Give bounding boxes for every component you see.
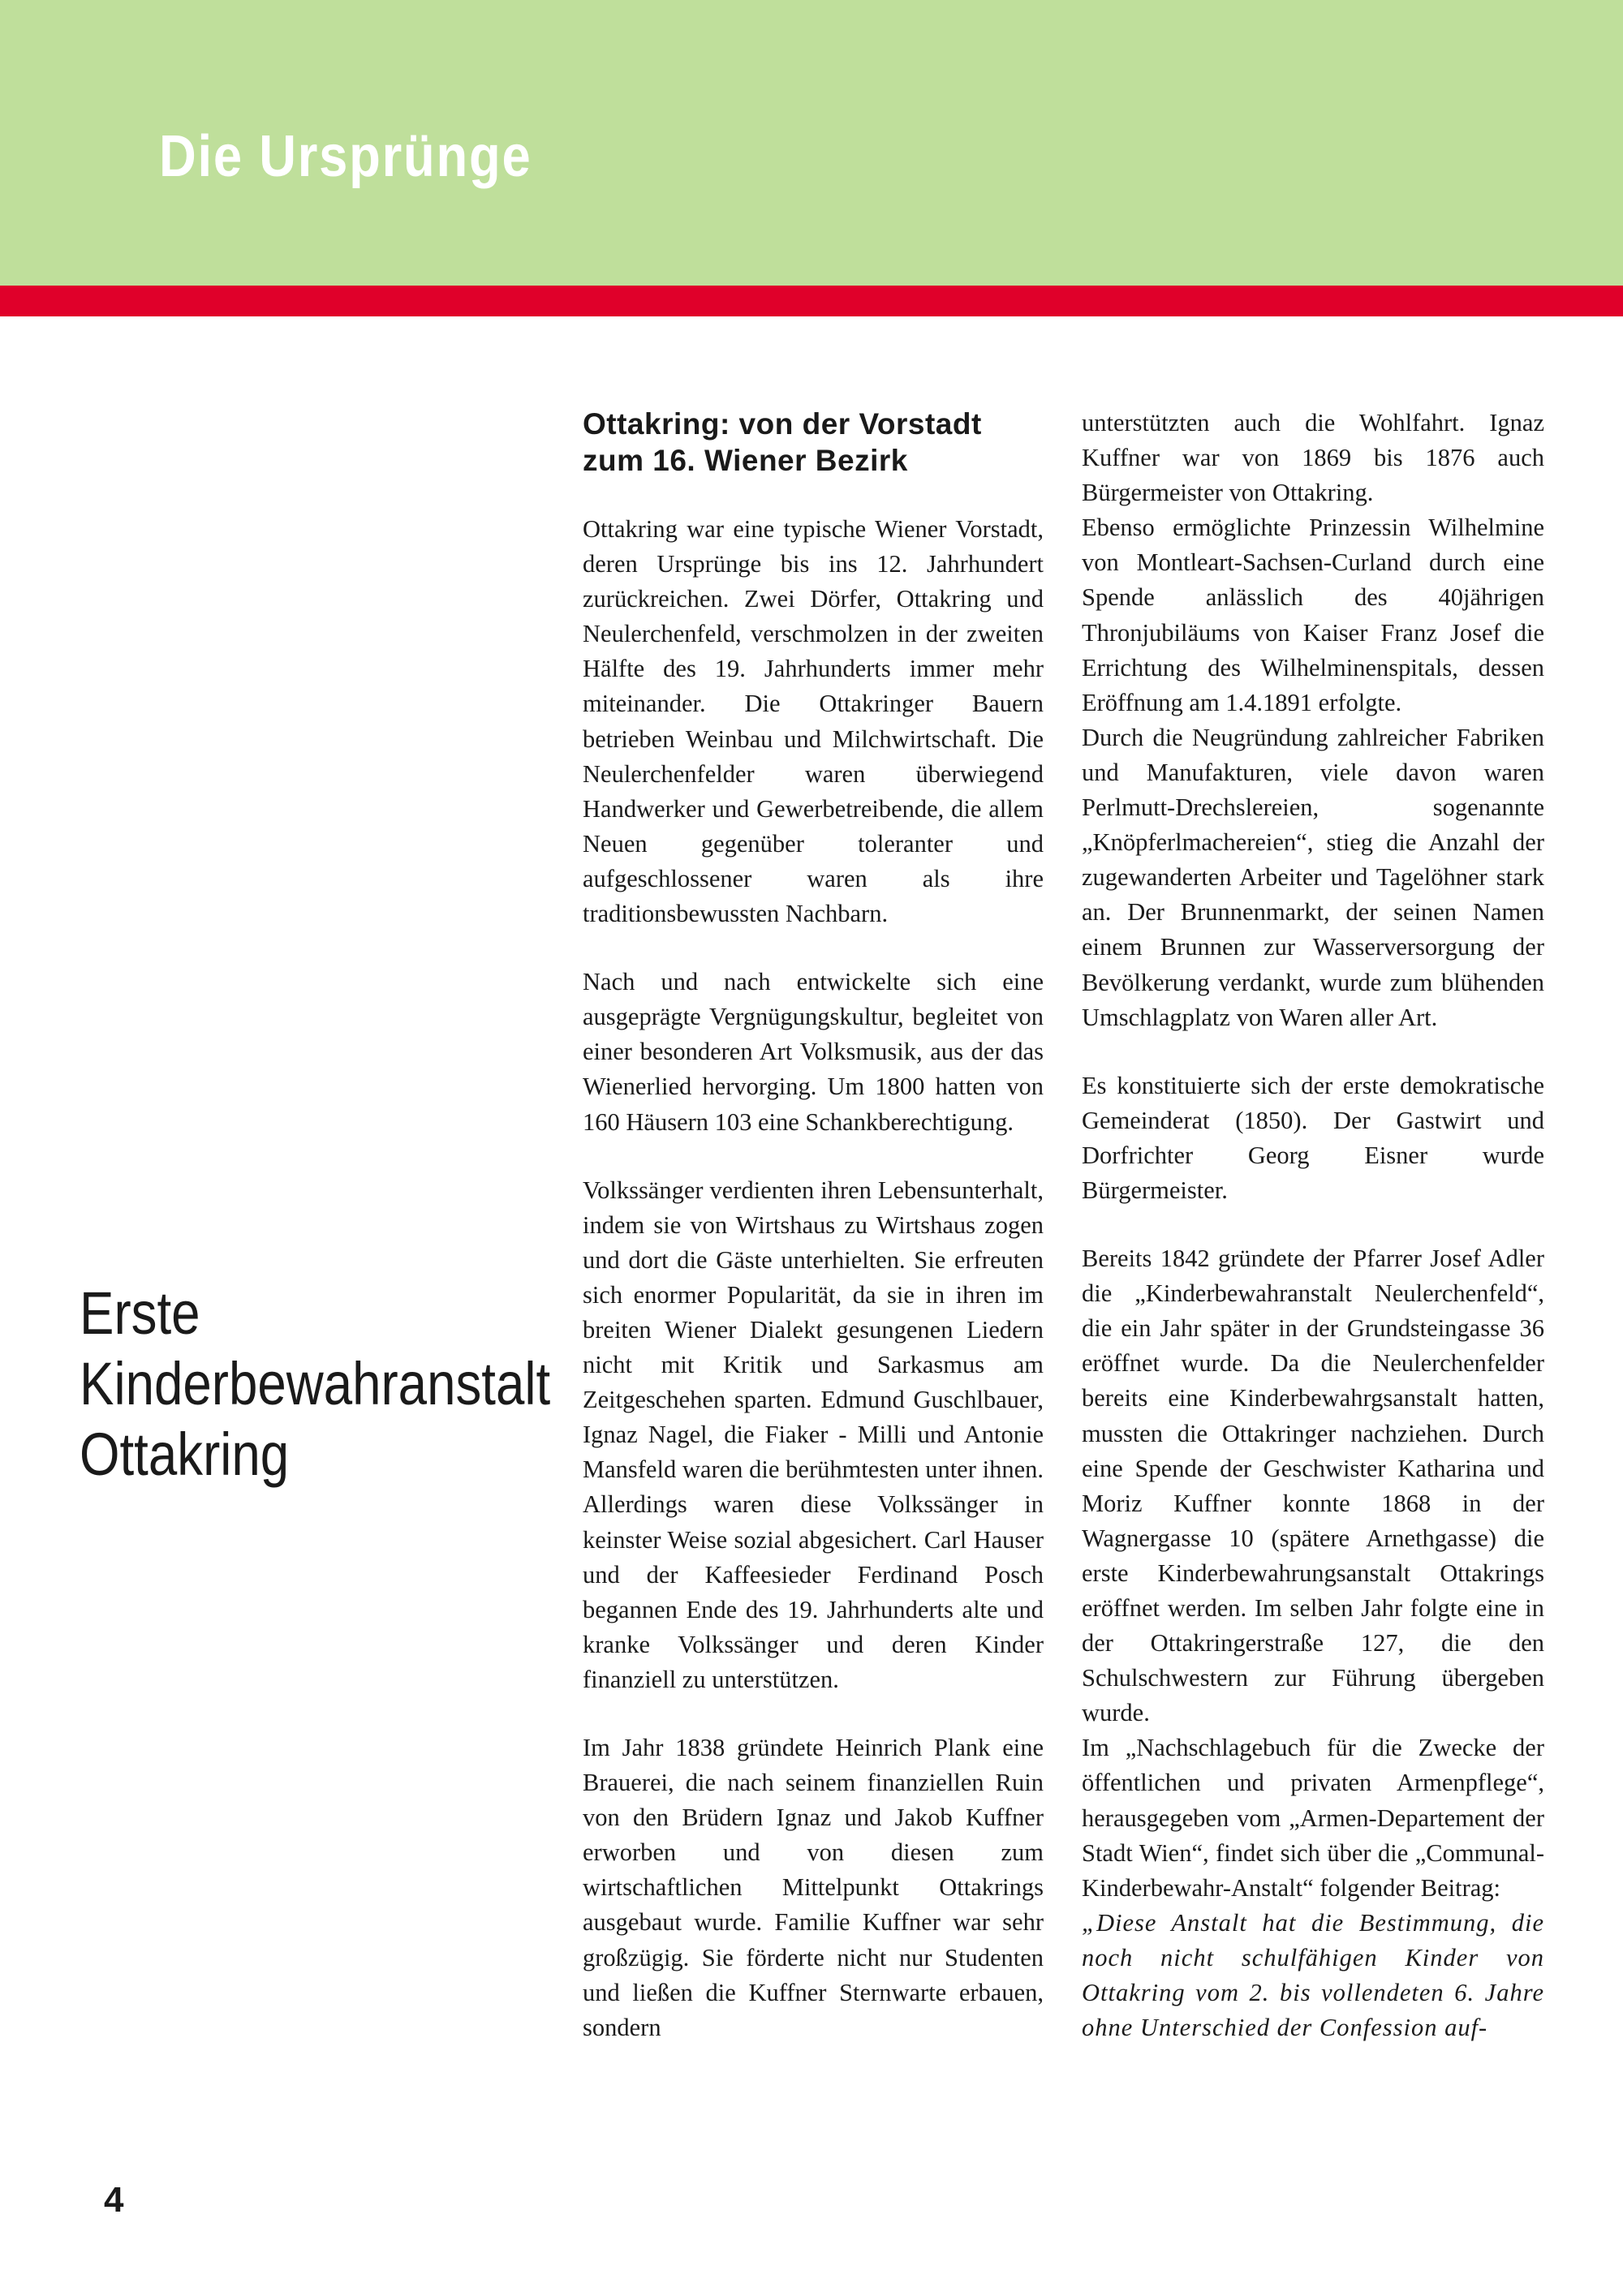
section-heading-line-2: zum 16. Wiener Bezirk	[583, 444, 908, 477]
quote-paragraph: „Diese Anstalt hat die Bestimmung, die noch nicht schulfähigen Kinder von Ottakring vom 2. bis vollendeten 6. Jahre ohne Unterschied der Confession auf-	[1082, 1908, 1544, 2042]
section-heading-line-1: Ottakring: von der Vorstadt	[583, 407, 982, 441]
paragraph: Ottakring war eine typische Wiener Vorstadt, deren Ursprünge bis ins 12. Jahrhundert zurückreichen. Zwei Dörfer, Ottakring und Neulerchenfeld, verschmolzen in der zweiten Hälfte des 19. Jahrhunderts immer mehr miteinander. Die Ottakringer Bauern betrieben Weinbau und Milchwirtschaft. Die Neulerchenfelder waren überwiegend Handwerker und Gewerbetreibende, die allem Neuen gegenüber toleranter und aufgeschlossener waren als ihre traditionsbewussten Nachbarn.	[583, 515, 1044, 928]
side-heading-line-1: Erste	[80, 1279, 200, 1347]
paragraph: unterstützten auch die Wohlfahrt. Ignaz Kuffner war von 1869 bis 1876 auch Bürgermeister von Ottakring.	[1082, 409, 1544, 507]
paragraph: Nach und nach entwickelte sich eine ausgeprägte Vergnügungskultur, begleitet von einer besonderen Art Volksmusik, aus der das Wienerlied hervorging. Um 1800 hatten von 160 Häusern 103 eine Schankberechtigung.	[583, 968, 1044, 1136]
page-title: Die Ursprünge	[159, 124, 532, 189]
side-heading-line-2: Kinderbewahranstalt	[80, 1350, 551, 1417]
paragraph: Im „Nachschlagebuch für die Zwecke der öffentlichen und privaten Armenpflege“, herausgegeben vom „Armen-Departement der Stadt Wien“, findet sich über die „Communal-Kinderbewahr-Anstalt“ folgender Beitrag:	[1082, 1734, 1544, 1902]
text-column-right	[1082, 406, 1544, 2045]
page-number: 4	[104, 2180, 124, 2220]
section-heading	[583, 406, 1044, 479]
paragraph: Es konstituierte sich der erste demokratische Gemeinderat (1850). Der Gastwirt und Dorfrichter Georg Eisner wurde Bürgermeister.	[1082, 1071, 1544, 1204]
paragraph: Durch die Neugründung zahlreicher Fabriken und Manufakturen, viele davon waren Perlmutt-Drechslereien, sogenannte „Knöpferlmachereien“, stieg die Anzahl der zugewanderten Arbeiter und Tagelöhner stark an. Der Brunnenmarkt, der seinen Namen einem Brunnen zur Wasserversorgung der Bevölkerung verdankt, wurde zum blühenden Umschlagplatz von Waren aller Art.	[1082, 723, 1544, 1031]
paragraph: Ebenso ermöglichte Prinzessin Wilhelmine von Montleart-Sachsen-Curland durch eine Spende anlässlich des 40jährigen Thronjubiläums von Kaiser Franz Josef die Errichtung des Wilhelminenspitals, dessen Eröffnung am 1.4.1891 erfolgte.	[1082, 514, 1544, 716]
text-column-left	[583, 406, 1044, 2045]
side-heading-line-3: Ottakring	[80, 1421, 290, 1488]
header-red-rule	[0, 286, 1623, 316]
paragraph: Bereits 1842 gründete der Pfarrer Josef Adler die „Kinderbewahranstalt Neulerchenfeld“, die ein Jahr später in der Grundsteingasse 36 eröffnet wurde. Da die Neulerchenfelder bereits eine Kinderbewahrgsanstalt hatten, mussten die Ottakringer nachziehen. Durch eine Spende der Geschwister Katharina und Moriz Kuffner konnte 1868 in der Wagnergasse 10 (spätere Arnethgasse) die erste Kinderbewahrungsanstalt Ottakrings eröffnet werden. Im selben Jahr folgte eine in der Ottakringerstraße 127, die den Schulschwestern zur Führung übergeben wurde.	[1082, 1245, 1544, 1727]
paragraph: Im Jahr 1838 gründete Heinrich Plank eine Brauerei, die nach seinem finanziellen Ruin von den Brüdern Ignaz und Jakob Kuffner erworben und von diesen zum wirtschaftlichen Mittelpunkt Ottakrings ausgebaut wurde. Familie Kuffner war sehr großzügig. Sie förderte nicht nur Studenten und ließen die Kuffner Sternwarte erbauen, sondern	[583, 1734, 1044, 2041]
paragraph: Volkssänger verdienten ihren Lebensunterhalt, indem sie von Wirtshaus zu Wirtshaus zogen und dort die Gäste unterhielten. Sie erfreuten sich enormer Popularität, da sie in ihren im breiten Wiener Dialekt gesungenen Liedern nicht mit Kritik und Sarkasmus am Zeitgeschehen sparten. Edmund Guschlbauer, Ignaz Nagel, die Fiaker - Milli und Antonie Mansfeld waren die berühmtesten unter ihnen. Allerdings waren diese Volkssänger in keinster Weise sozial abgesichert. Carl Hauser und der Kaffeesieder Ferdinand Posch begannen Ende des 19. Jahrhunderts alte und kranke Volkssänger und deren Kinder finanziell zu unterstützen.	[583, 1176, 1044, 1693]
side-heading	[80, 1278, 583, 1490]
